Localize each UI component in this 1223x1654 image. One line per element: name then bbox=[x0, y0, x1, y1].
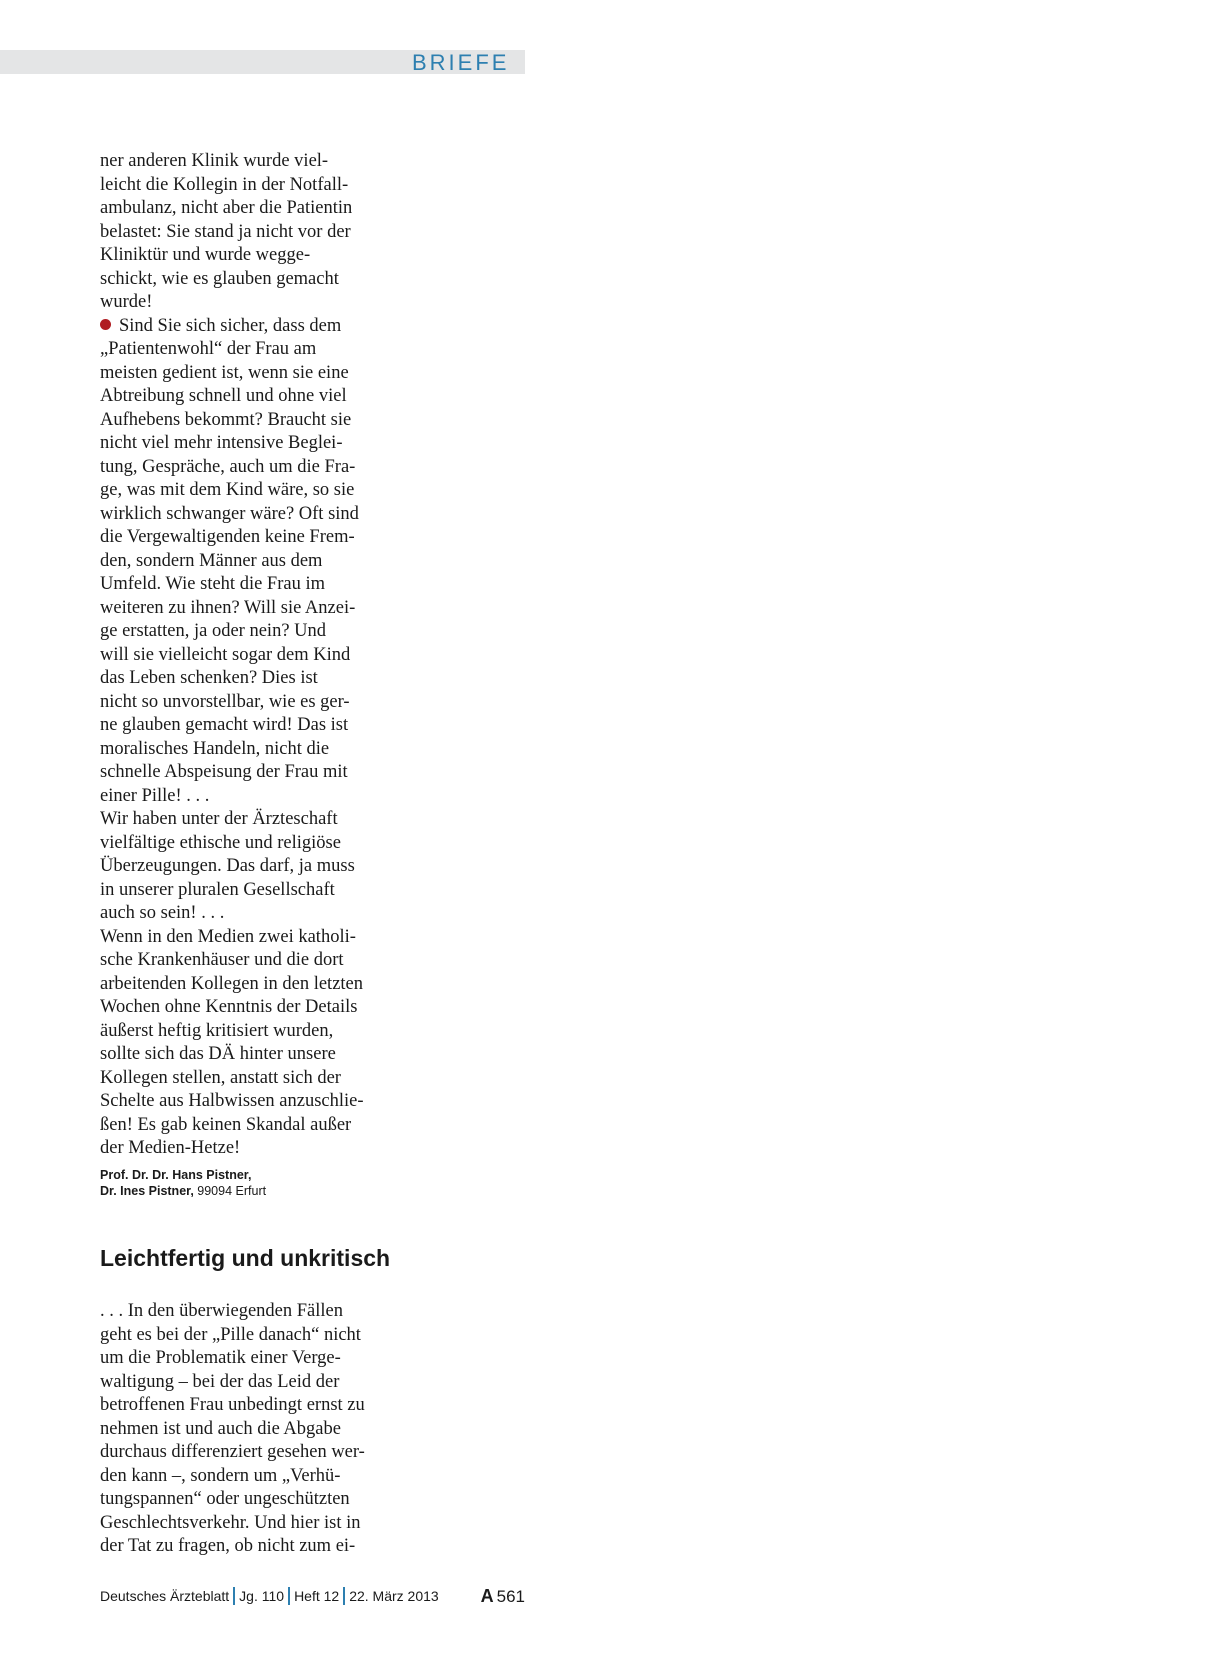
text-line-content: ßen! Es gab keinen Skandal außer bbox=[100, 1114, 352, 1135]
text-line-content: ambulanz, nicht aber die Patientin bbox=[100, 198, 353, 218]
text-line bbox=[100, 926, 400, 950]
text-line: der Tat zu fragen, ob nicht zum ei- bbox=[100, 1536, 356, 1556]
text-line: Geschlechtsverkehr. Und hier ist in bbox=[100, 1512, 361, 1533]
text-line bbox=[100, 362, 400, 386]
text-line bbox=[100, 409, 400, 433]
text-line bbox=[100, 620, 400, 644]
text-line-content: sollte sich das DÄ hinter unsere bbox=[100, 1044, 336, 1064]
text-line-content: der Medien-Hetze! bbox=[100, 1138, 241, 1158]
text-line-content: Wochen ohne Kenntnis der Details bbox=[100, 997, 358, 1017]
text-line: betroffenen Frau unbedingt ernst zu bbox=[100, 1395, 365, 1415]
text-line-content: „Patientenwohl“ der Frau am bbox=[100, 339, 317, 359]
text-line-content: einer Pille! . . . bbox=[100, 785, 210, 806]
page-footer bbox=[100, 1585, 525, 1607]
journal-issue: Heft 12 bbox=[294, 1588, 340, 1604]
text-line-content: die Vergewaltigenden keine Frem- bbox=[100, 527, 355, 547]
text-line-content: äußerst heftig kritisiert wurden, bbox=[100, 1020, 334, 1041]
text-line-content: schnelle Abspeisung der Frau mit bbox=[100, 762, 348, 782]
text-line bbox=[100, 785, 400, 809]
text-line-content: wurde! bbox=[100, 292, 153, 312]
signature-place: 99094 Erfurt bbox=[197, 1183, 267, 1198]
text-line: geht es bei der „Pille danach“ nicht bbox=[100, 1324, 361, 1345]
text-line-content: Wenn in den Medien zwei katholi- bbox=[100, 926, 356, 947]
text-line bbox=[100, 150, 400, 174]
text-line bbox=[100, 479, 400, 503]
text-line-content: vielfältige ethische und religiöse bbox=[100, 832, 341, 853]
text-line: tungspannen“ oder ungeschützten bbox=[100, 1489, 350, 1509]
text-line-content: sche Krankenhäuser und die dort bbox=[100, 950, 344, 970]
text-line bbox=[100, 291, 400, 315]
text-line-content: auch so sein! . . . bbox=[100, 903, 225, 923]
text-line-content: nicht so unvorstellbar, wie es ger- bbox=[100, 691, 350, 712]
section-title: BRIEFE bbox=[412, 50, 510, 75]
text-line bbox=[100, 244, 400, 268]
text-line bbox=[100, 550, 400, 574]
text-line-content: wirklich schwanger wäre? Oft sind bbox=[100, 503, 359, 524]
text-line bbox=[100, 738, 400, 762]
text-line: . . . In den überwiegenden Fällen bbox=[100, 1301, 343, 1321]
text-line bbox=[100, 573, 400, 597]
text-line bbox=[100, 1137, 400, 1161]
text-line-content: Kollegen stellen, anstatt sich der bbox=[100, 1067, 341, 1088]
text-line-content: Kliniktür und wurde wegge- bbox=[100, 245, 311, 265]
text-line-content: ge, was mit dem Kind wäre, so sie bbox=[100, 480, 355, 500]
text-line bbox=[100, 1043, 400, 1067]
text-line-content: nicht viel mehr intensive Beglei- bbox=[100, 433, 343, 453]
text-line bbox=[100, 1020, 400, 1044]
text-line-content: den, sondern Männer aus dem bbox=[100, 550, 323, 571]
text-line bbox=[100, 1090, 400, 1114]
text-line: um die Problematik einer Verge- bbox=[100, 1348, 341, 1368]
text-line-content: Abtreibung schnell und ohne viel bbox=[100, 386, 347, 406]
text-line-content: Sind Sie sich sicher, dass dem bbox=[119, 315, 342, 336]
text-line bbox=[100, 879, 400, 903]
text-line: waltigung – bei der das Leid der bbox=[100, 1371, 340, 1392]
text-line bbox=[100, 714, 400, 738]
text-line-content: weiteren zu ihnen? Will sie Anzei- bbox=[100, 597, 356, 618]
text-line bbox=[100, 385, 400, 409]
letter-headline: Leichtfertig und unkritisch bbox=[100, 1245, 391, 1271]
text-line bbox=[100, 691, 400, 715]
text-line bbox=[100, 761, 400, 785]
text-line-content: Schelte aus Halbwissen anzuschlie- bbox=[100, 1091, 364, 1111]
text-line bbox=[100, 338, 400, 362]
page-prefix: A bbox=[480, 1586, 494, 1606]
text-line-content: belastet: Sie stand ja nicht vor der bbox=[100, 221, 351, 242]
text-line bbox=[100, 832, 400, 856]
text-line-content: das Leben schenken? Dies ist bbox=[100, 668, 318, 688]
text-line-content: tung, Gespräche, auch um die Fra- bbox=[100, 456, 356, 477]
text-line-content: in unserer pluralen Gesellschaft bbox=[100, 879, 335, 900]
text-line bbox=[100, 996, 400, 1020]
journal-volume: Jg. 110 bbox=[239, 1588, 285, 1604]
text-line bbox=[100, 432, 400, 456]
text-line bbox=[100, 503, 400, 527]
page-number-value: 561 bbox=[496, 1587, 525, 1606]
text-line: nehmen ist und auch die Abgabe bbox=[100, 1418, 341, 1439]
text-line-content: ne glauben gemacht wird! Das ist bbox=[100, 715, 349, 735]
text-line-content: schickt, wie es glauben gemacht bbox=[100, 268, 339, 289]
text-line bbox=[100, 268, 400, 292]
text-line bbox=[100, 902, 400, 926]
text-line bbox=[100, 197, 400, 221]
text-line bbox=[100, 973, 400, 997]
letter2-column bbox=[100, 1300, 400, 1559]
text-line bbox=[100, 174, 400, 198]
bullet-icon bbox=[100, 319, 111, 330]
text-line-content: leicht die Kollegin in der Notfall- bbox=[100, 174, 349, 195]
footer-separator bbox=[343, 1587, 345, 1605]
text-line bbox=[100, 644, 400, 668]
text-line bbox=[100, 456, 400, 480]
text-line bbox=[100, 221, 400, 245]
text-line-content: will sie vielleicht sogar dem Kind bbox=[100, 644, 351, 665]
text-line-content: arbeitenden Kollegen in den letzten bbox=[100, 973, 364, 994]
footer-separator bbox=[233, 1587, 235, 1605]
signature-name-2: Dr. Ines Pistner, bbox=[100, 1183, 194, 1198]
text-line bbox=[100, 526, 400, 550]
letter-signature bbox=[100, 1167, 400, 1199]
letter-column bbox=[100, 150, 400, 1199]
text-line-content: meisten gedient ist, wenn sie eine bbox=[100, 362, 349, 383]
journal-date: 22. März 2013 bbox=[349, 1588, 439, 1604]
text-line bbox=[100, 597, 400, 621]
text-line-content: ge erstatten, ja oder nein? Und bbox=[100, 621, 327, 641]
journal-name: Deutsches Ärzteblatt bbox=[100, 1588, 230, 1604]
text-line bbox=[100, 808, 400, 832]
text-line: den kann –, sondern um „Verhü- bbox=[100, 1465, 341, 1486]
text-line bbox=[100, 949, 400, 973]
text-line-content: moralisches Handeln, nicht die bbox=[100, 738, 330, 759]
text-line bbox=[100, 1067, 400, 1091]
text-line-content: ner anderen Klinik wurde viel- bbox=[100, 151, 329, 171]
text-line bbox=[100, 315, 400, 339]
text-line-content: Wir haben unter der Ärzteschaft bbox=[100, 809, 338, 829]
text-line-content: Überzeugungen. Das darf, ja muss bbox=[100, 856, 355, 876]
text-line bbox=[100, 1114, 400, 1138]
text-line bbox=[100, 667, 400, 691]
text-line-content: Aufhebens bekommt? Braucht sie bbox=[100, 409, 352, 430]
text-line bbox=[100, 855, 400, 879]
signature-name-1: Prof. Dr. Dr. Hans Pistner, bbox=[100, 1167, 252, 1182]
page-number bbox=[481, 1585, 525, 1608]
footer-separator bbox=[288, 1587, 290, 1605]
text-line-content: Umfeld. Wie steht die Frau im bbox=[100, 574, 325, 594]
text-line: durchaus differenziert gesehen wer- bbox=[100, 1442, 365, 1462]
